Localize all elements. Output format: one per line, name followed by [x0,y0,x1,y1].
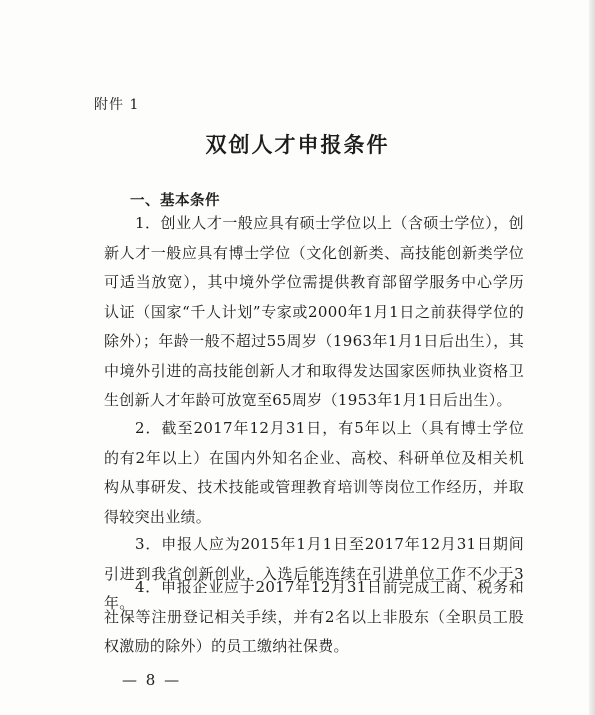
scan-edge-shadow [589,0,595,715]
section-heading: 一、基本条件 [130,192,220,209]
attachment-label: 附件 1 [94,97,140,113]
paragraph-1: 1．创业人才一般应具有硕士学位以上（含硕士学位），创新人才一般应具有博士学位（文化创新类、高技能创新类学位可适当放宽），其中境外学位需提供教育部留学服务中心学历认证（国家“千人计划”专家或2000年1月1日之前获得学位的除外）；年龄一般不超过55周岁（1963年1月1日后出生），其中境外引进的高技能创新人才和取得发达国家医师执业资格卫生创新人才年龄可放宽至65周岁（1953年1月1日后出生）。 [104,214,524,409]
paragraph-2: 2．截至2017年12月31日，有5年以上（具有博士学位的有2年以上）在国内外知名企业、高校、科研单位及相关机构从事研发、技术技能或管理教育培训等岗位工作经历，并取得较突出业绩。 [104,419,524,526]
document-title: 双创人才申报条件 [205,132,390,157]
page-number: — 8 — [122,671,182,689]
paragraph-4: 4．申报企业应于2017年12月31日前完成工商、税务和社保等注册登记相关手续，并有2名以上非股东（全职员工股权激励的除外）的员工缴纳社保费。 [104,578,524,655]
paragraph-3: 3．申报人应为2015年1月1日至2017年12月31日期间引进到我省创新创业，入选后能连续在引进单位工作不少于3年。 [104,535,524,612]
